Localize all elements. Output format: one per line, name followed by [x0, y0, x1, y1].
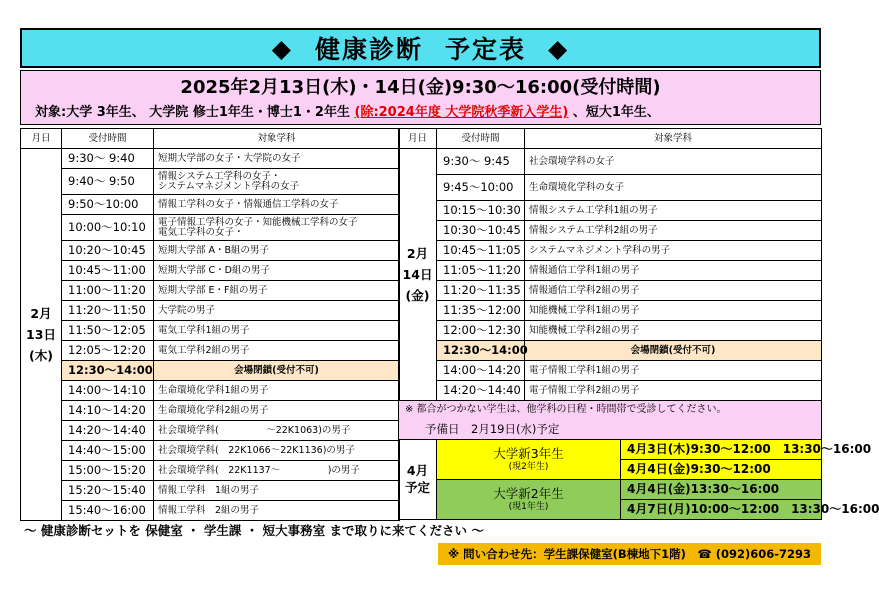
- dept-cell: 短期大学部 E・F組の男子: [154, 281, 400, 301]
- table-row: [21, 301, 400, 321]
- time-cell: 10:00～10:10: [62, 215, 154, 241]
- target-exclusion: (除:2024年度 大学院秋季新入学生): [354, 105, 569, 120]
- table-row: [21, 321, 400, 341]
- table-row: [21, 281, 400, 301]
- diamond-right-icon: ◆: [548, 33, 570, 63]
- dept-cell: 情報工学科の女子・情報通信工学科の女子: [154, 195, 400, 215]
- note-reschedule: ※ 都合がつかない学生は、他学科の日程・時間帯で受診してください。: [399, 401, 822, 421]
- dept-cell: 情報システム工学科2組の男子: [525, 221, 822, 241]
- dept-cell: 社会環境学科( 22K1137～ )の男子: [154, 461, 400, 481]
- time-cell: 15:20～15:40: [62, 481, 154, 501]
- time-cell: 11:20～11:50: [62, 301, 154, 321]
- contact-info: ※ 問い合わせ先：学生課保健室(B棟地下1階) ☎ (092)606-7293: [438, 543, 821, 565]
- april-row: [399, 440, 822, 460]
- diamond-left-icon: ◆: [271, 33, 293, 63]
- table-row: [399, 221, 822, 241]
- dept-cell: 電子情報工学科1組の男子: [525, 361, 822, 381]
- time-cell: 11:50～12:05: [62, 321, 154, 341]
- time-cell: 9:40～ 9:50: [62, 169, 154, 195]
- day-label-14: 2月 14日 (金): [399, 149, 437, 401]
- time-cell: 9:45～10:00: [437, 175, 525, 201]
- dept-cell: 短期大学部 C・D組の男子: [154, 261, 400, 281]
- header-date: 月日: [21, 129, 62, 149]
- header-time: 受付時間: [62, 129, 154, 149]
- group-sub: (現1年生): [508, 501, 549, 512]
- dept-cell: 情報通信工学科1組の男子: [525, 261, 822, 281]
- dept-cell: 電気工学科1組の男子: [154, 321, 400, 341]
- title-text-2: 予定表: [445, 35, 527, 64]
- note-row: [399, 420, 822, 440]
- table-row: [21, 501, 400, 521]
- table-row: [399, 321, 822, 341]
- target-suffix: 、短大1年生、: [572, 105, 660, 120]
- table-row: [21, 481, 400, 501]
- time-cell: 10:45～11:00: [62, 261, 154, 281]
- table-row: [399, 341, 822, 361]
- dept-cell: 情報工学科 2組の男子: [154, 501, 400, 521]
- group-schedule-line: 4月4日(金)13:30～16:00: [621, 480, 822, 500]
- time-cell: 10:45～11:05: [437, 241, 525, 261]
- time-cell: 15:00～15:20: [62, 461, 154, 481]
- title-text-1: 健康診断: [314, 35, 423, 64]
- table-row: [399, 201, 822, 221]
- info-box: [20, 70, 821, 125]
- table-row: [399, 361, 822, 381]
- dept-cell: 生命環境化学科の女子: [525, 175, 822, 201]
- dept-cell: 電子情報工学科の女子・知能機械工学科の女子 電気工学科の女子・: [154, 215, 400, 241]
- table-row: [21, 149, 400, 169]
- dept-cell: 社会環境学科の女子: [525, 149, 822, 175]
- table-row: [399, 381, 822, 401]
- time-cell: 10:30～10:45: [437, 221, 525, 241]
- time-cell: 15:40～16:00: [62, 501, 154, 521]
- note-reserve-day: 予備日 2月19日(水)予定: [399, 420, 822, 440]
- dept-cell: 短期大学部の女子・大学院の女子: [154, 149, 400, 169]
- april-label: 4月 予定: [399, 440, 437, 520]
- time-cell: 11:35～12:00: [437, 301, 525, 321]
- header-dept: 対象学科: [154, 129, 400, 149]
- venue-closed-cell: 会場閉鎖(受付不可): [525, 341, 822, 361]
- table-row: [21, 341, 400, 361]
- group-name: 大学新2年生: [493, 486, 564, 502]
- time-cell: 14:10～14:20: [62, 401, 154, 421]
- time-cell: 9:30～ 9:40: [62, 149, 154, 169]
- table-row: [399, 301, 822, 321]
- table-row: [21, 169, 400, 195]
- table-row: [21, 401, 400, 421]
- dept-cell: 知能機械工学科2組の男子: [525, 321, 822, 341]
- table-row: [21, 215, 400, 241]
- dept-cell: 生命環境化学科2組の男子: [154, 401, 400, 421]
- dept-cell: システムマネジメント学科の男子: [525, 241, 822, 261]
- dept-cell: 電気工学科2組の男子: [154, 341, 400, 361]
- table-row: [21, 441, 400, 461]
- table-row: [21, 381, 400, 401]
- group-label-1: [437, 440, 621, 480]
- table-row: [399, 175, 822, 201]
- target-prefix: 対象:大学 3年生、 大学院 修士1年生・博士1・2年生: [35, 105, 350, 120]
- dept-cell: 生命環境化学科1組の男子: [154, 381, 400, 401]
- table-row: [21, 421, 400, 441]
- time-cell: 10:15～10:30: [437, 201, 525, 221]
- table-row: [399, 241, 822, 261]
- time-cell: 12:05～12:20: [62, 341, 154, 361]
- time-cell: 14:40～15:00: [62, 441, 154, 461]
- time-cell: 11:20～11:35: [437, 281, 525, 301]
- dept-cell: 情報工学科 1組の男子: [154, 481, 400, 501]
- day-label-13: 2月 13日 (木): [21, 149, 62, 521]
- table-row: [21, 461, 400, 481]
- time-cell: 12:30～14:00: [437, 341, 525, 361]
- table-row: [21, 361, 400, 381]
- time-cell: 12:00～12:30: [437, 321, 525, 341]
- dept-cell: 情報通信工学科2組の男子: [525, 281, 822, 301]
- group-schedule-line: 4月7日(月)10:00～12:00 13:30～16:00: [621, 500, 822, 520]
- table-header-row: [399, 129, 822, 149]
- dept-cell: 知能機械工学科1組の男子: [525, 301, 822, 321]
- dept-cell: 大学院の男子: [154, 301, 400, 321]
- dept-cell: 社会環境学科( 22K1066～22K1136)の男子: [154, 441, 400, 461]
- dept-cell: 短期大学部 A・B組の男子: [154, 241, 400, 261]
- table-row: [21, 241, 400, 261]
- group-schedule-line: 4月3日(木)9:30～12:00 13:30～16:00: [621, 440, 822, 460]
- time-cell: 14:00～14:20: [437, 361, 525, 381]
- time-cell: 9:50～10:00: [62, 195, 154, 215]
- dept-cell: 電子情報工学科2組の男子: [525, 381, 822, 401]
- time-cell: 11:00～11:20: [62, 281, 154, 301]
- table-row: [21, 195, 400, 215]
- page-title: [20, 28, 821, 68]
- dept-cell: 社会環境学科( ～22K1063)の男子: [154, 421, 400, 441]
- time-cell: 9:30～ 9:45: [437, 149, 525, 175]
- time-cell: 11:05～11:20: [437, 261, 525, 281]
- schedule-table-right: [398, 128, 879, 520]
- time-cell: 12:30～14:00: [62, 361, 154, 381]
- group-label-2: [437, 480, 621, 520]
- header-time: 受付時間: [437, 129, 525, 149]
- footer-note: ～ 健康診断セットを 保健室 ・ 学生課 ・ 短大事務室 まで取りに来てください ～: [24, 523, 484, 538]
- target-line: [35, 101, 660, 120]
- time-cell: 10:20～10:45: [62, 241, 154, 261]
- dept-cell: 情報システム工学科1組の男子: [525, 201, 822, 221]
- time-cell: 14:20～14:40: [437, 381, 525, 401]
- header-date: 月日: [399, 129, 437, 149]
- note-row: [399, 401, 822, 421]
- venue-closed-cell: 会場閉鎖(受付不可): [154, 361, 400, 381]
- header-dept: 対象学科: [525, 129, 822, 149]
- table-row: [399, 261, 822, 281]
- time-cell: 14:00～14:10: [62, 381, 154, 401]
- table-row: [399, 281, 822, 301]
- time-cell: 14:20～14:40: [62, 421, 154, 441]
- dept-cell: 情報システム工学科の女子・ システムマネジメント学科の女子: [154, 169, 400, 195]
- april-row: [399, 480, 822, 500]
- group-schedule-line: 4月4日(金)9:30～12:00: [621, 460, 822, 480]
- table-row: [21, 261, 400, 281]
- table-row: [399, 149, 822, 175]
- group-sub: (現2年生): [508, 461, 549, 472]
- schedule-table-left: [20, 128, 400, 521]
- exam-date: 2025年2月13日(木)・14日(金)9:30～16:00(受付時間): [180, 77, 661, 98]
- group-name: 大学新3年生: [493, 446, 564, 462]
- table-header-row: [21, 129, 400, 149]
